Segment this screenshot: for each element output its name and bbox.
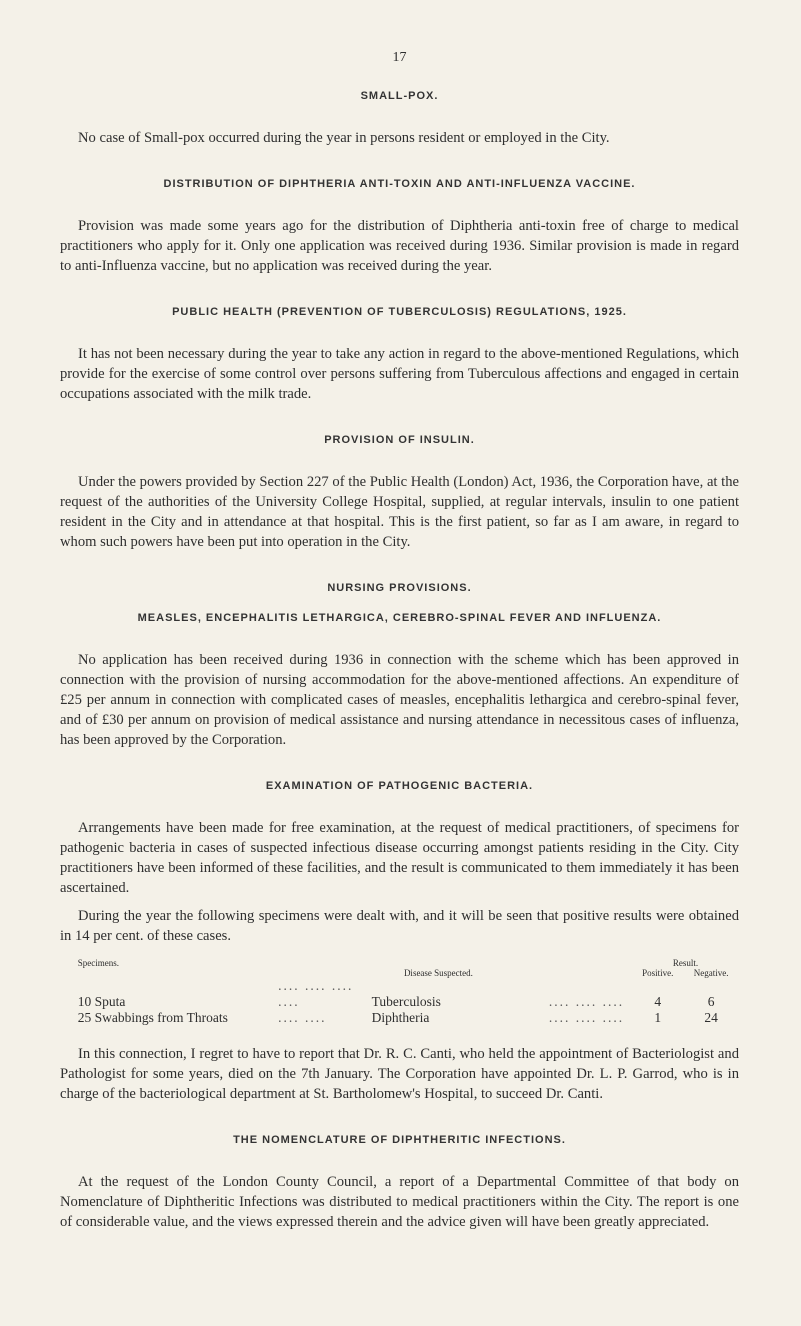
header-specimens: Specimens. xyxy=(77,958,120,968)
header-disease-suspected: Disease Suspected. xyxy=(403,968,473,978)
nomenclature-paragraph: At the request of the London County Council, a report of a Departmental Committee of that body on Nomenclature of Diphtheritic Infections was distributed to medical practitioners within the City. The report is one of considerable value, and the views expressed therein and the advice given will have been greatly appreciated. xyxy=(60,1174,739,1230)
row-positive: 1 xyxy=(654,1010,662,1025)
row-dots: .... .... xyxy=(278,1010,327,1025)
bacteria-paragraph-3: In this connection, I regret to have to report that Dr. R. C. Canti, who held the appointment of Bacteriologist and Pathologist for some years, died on the 7th January. The Corporation have appointed Dr. L. P. Garrod, who is in charge of the bacteriological department at St. Bartholomew's Hospital, to succeed Dr. Canti. xyxy=(60,1046,739,1102)
row-dots: .... .... .... xyxy=(548,994,625,1009)
row-disease: Tuberculosis xyxy=(371,994,441,1009)
row-negative: 6 xyxy=(707,994,715,1009)
insulin-heading: PROVISION OF INSULIN. xyxy=(324,434,475,446)
page-number: 17 xyxy=(392,50,407,65)
tuberculosis-paragraph: It has not been necessary during the year to take any action in regard to the above-mentioned Regulations, which provide for the exercise of some control over persons suffering from Tuberculous affections and engaged in certain occupations associated with the milk trade. xyxy=(60,346,739,402)
bacteria-paragraph-2: During the year the following specimens were dealt with, and it will be seen that positive results were obtained in 14 per cent. of these cases. xyxy=(60,908,739,944)
table-row xyxy=(60,1010,739,1026)
header-positive: Positive. xyxy=(642,968,674,978)
bacteria-heading: EXAMINATION OF PATHOGENIC BACTERIA. xyxy=(265,780,534,792)
smallpox-heading: SMALL-POX. xyxy=(360,90,439,102)
row-disease: Diphtheria xyxy=(371,1010,430,1025)
bacteria-paragraph-1: Arrangements have been made for free examination, at the request of medical practitioners, of specimens for pathogenic bacteria in cases of suspected infectious disease occurring amongst patients residing in the City. City practitioners have been informed of these facilities, and the result is communicated to them immediately it has been ascertained. xyxy=(60,820,739,896)
nursing-heading: NURSING PROVISIONS. xyxy=(327,582,472,594)
row-specimen: 25 Swabbings from Throats xyxy=(77,1010,228,1025)
insulin-paragraph: Under the powers provided by Section 227 of the Public Health (London) Act, 1936, the Corporation have, at the request of the authorities of the University College Hospital, supplied, at regular intervals, insulin to one patient resident in the City and in attendance at that hospital. This is the first patient, so far as I am aware, in regard to whom such powers have been put into operation in the City. xyxy=(60,474,739,550)
nursing-paragraph: No application has been received during 1936 in connection with the scheme which has been approved in connection with the provision of nursing accommodation for the above-mentioned affections. An expenditure of £25 per annum in connection with complicated cases of measles, encephalitis lethargica and cerebro-spinal fever, and of £30 per annum on provision of medical assistance and nursing attendance in necessitous cases of influenza, has been approved by the Corporation. xyxy=(60,652,739,748)
smallpox-paragraph: No case of Small-pox occurred during the year in persons resident or employed in the City. xyxy=(78,130,610,146)
distribution-heading: DISTRIBUTION OF DIPHTHERIA ANTI-TOXIN AND ANTI-INFLUENZA VACCINE. xyxy=(163,178,636,190)
nursing-subheading: MEASLES, ENCEPHALITIS LETHARGICA, CEREBRO-SPINAL FEVER AND INFLUENZA. xyxy=(137,612,662,624)
tuberculosis-heading: PUBLIC HEALTH (PREVENTION OF TUBERCULOSIS) REGULATIONS, 1925. xyxy=(172,306,627,318)
row-specimen: 10 Sputa xyxy=(77,994,126,1009)
header-negative: Negative. xyxy=(693,968,729,978)
row-positive: 4 xyxy=(654,994,662,1009)
specimens-table xyxy=(60,958,739,1026)
table-row xyxy=(60,978,739,1010)
nomenclature-heading: THE NOMENCLATURE OF DIPHTHERITIC INFECTIONS. xyxy=(233,1134,566,1146)
row-dots: .... .... .... .... xyxy=(278,978,354,1009)
distribution-paragraph: Provision was made some years ago for the distribution of Diphtheria anti-toxin free of charge to medical practitioners who apply for it. Only one application was received during 1936. Similar provision is made in regard to anti-Influenza vaccine, but no application was received during the year. xyxy=(60,218,739,274)
header-result: Result. xyxy=(672,958,699,968)
row-negative: 24 xyxy=(704,1010,718,1025)
row-dots: .... .... .... xyxy=(548,1010,625,1025)
